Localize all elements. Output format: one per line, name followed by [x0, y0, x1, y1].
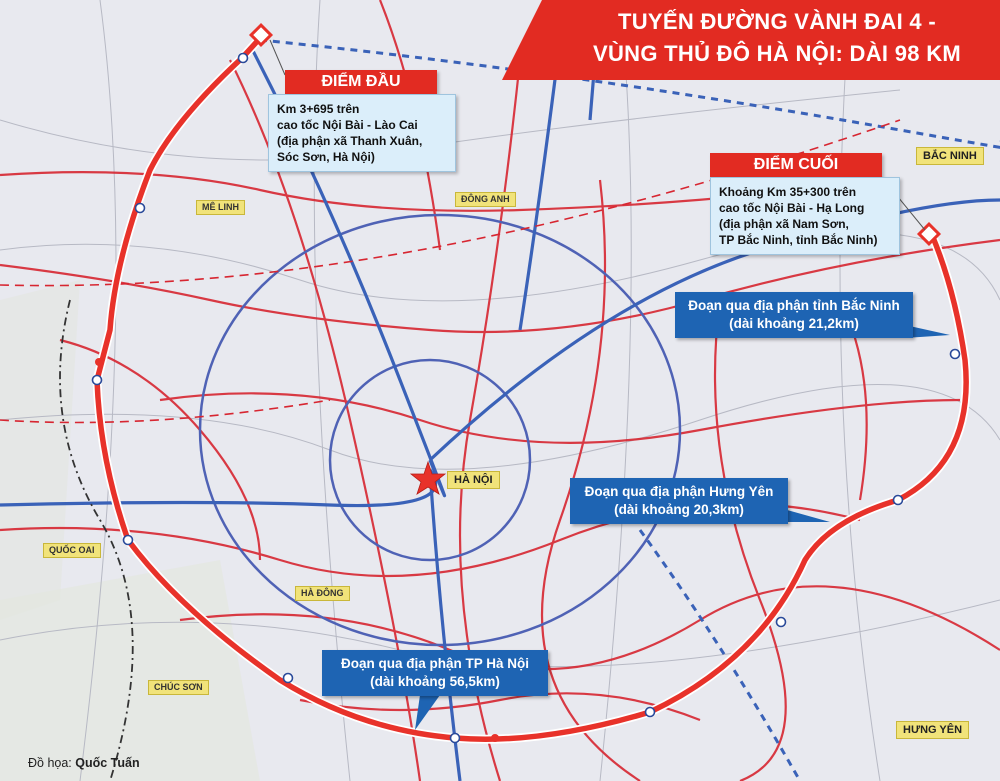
title-line-2: VÙNG THỦ ĐÔ HÀ NỘI: DÀI 98 KM	[592, 41, 962, 66]
graphic-credit	[28, 756, 140, 770]
segment-bac-ninh-length: (dài khoảng 21,2km)	[729, 316, 859, 331]
junction-dot	[491, 734, 499, 742]
interchange-node	[894, 496, 903, 505]
segment-ha-noi-title: Đoạn qua địa phận TP Hà Nội	[340, 656, 530, 671]
start-point-callout	[268, 94, 456, 172]
city-hung-yen: HƯNG YÊN	[896, 721, 969, 739]
start-point-line-3: (địa phận xã Thanh Xuân,	[277, 134, 423, 148]
interchange-node	[451, 734, 460, 743]
interchange-node	[239, 54, 248, 63]
place-chuc-son: CHÚC SƠN	[148, 680, 209, 695]
map-title	[562, 6, 992, 70]
segment-ha-noi-box	[322, 650, 548, 696]
place-quoc-oai: QUỐC OAI	[43, 543, 101, 558]
place-me-linh: MÊ LINH	[196, 200, 245, 215]
interchange-node	[951, 350, 960, 359]
segment-bac-ninh-box	[675, 292, 913, 338]
start-point-line-1: Km 3+695 trên	[277, 102, 360, 116]
interchange-node	[284, 674, 293, 683]
title-banner	[502, 0, 1000, 80]
interchange-node	[93, 376, 102, 385]
interchange-node	[777, 618, 786, 627]
interchange-node	[136, 204, 145, 213]
end-point-line-4: TP Bắc Ninh, tỉnh Bắc Ninh)	[719, 233, 878, 247]
start-point-line-4: Sóc Sơn, Hà Nội)	[277, 150, 375, 164]
end-point-callout	[710, 177, 900, 255]
end-point-line-2: cao tốc Nội Bài - Hạ Long	[719, 201, 865, 215]
end-point-line-1: Khoảng Km 35+300 trên	[719, 185, 857, 199]
credit-author: Quốc Tuấn	[75, 756, 140, 770]
place-dong-anh: ĐÔNG ANH	[455, 192, 516, 207]
segment-hung-yen-title: Đoạn qua địa phận Hưng Yên	[584, 484, 774, 499]
credit-label: Đồ họa:	[28, 756, 72, 770]
junction-dot	[95, 358, 103, 366]
segment-hung-yen-box	[570, 478, 788, 524]
segment-bac-ninh-title: Đoạn qua địa phận tỉnh Bắc Ninh	[688, 298, 900, 313]
city-bac-ninh: BẮC NINH	[916, 147, 984, 165]
place-ha-dong: HÀ ĐÔNG	[295, 586, 350, 601]
interchange-node	[124, 536, 133, 545]
start-point-heading: ĐIỂM ĐẦU	[285, 70, 437, 94]
interchange-node	[646, 708, 655, 717]
segment-ha-noi-length: (dài khoảng 56,5km)	[370, 674, 500, 689]
title-line-1: TUYẾN ĐƯỜNG VÀNH ĐAI 4 -	[617, 9, 936, 34]
end-point-heading: ĐIỂM CUỐI	[710, 153, 882, 177]
end-point-line-3: (địa phận xã Nam Sơn,	[719, 217, 849, 231]
start-point-line-2: cao tốc Nội Bài - Lào Cai	[277, 118, 418, 132]
city-ha-noi: HÀ NỘI	[447, 471, 500, 489]
segment-hung-yen-length: (dài khoảng 20,3km)	[614, 502, 744, 517]
